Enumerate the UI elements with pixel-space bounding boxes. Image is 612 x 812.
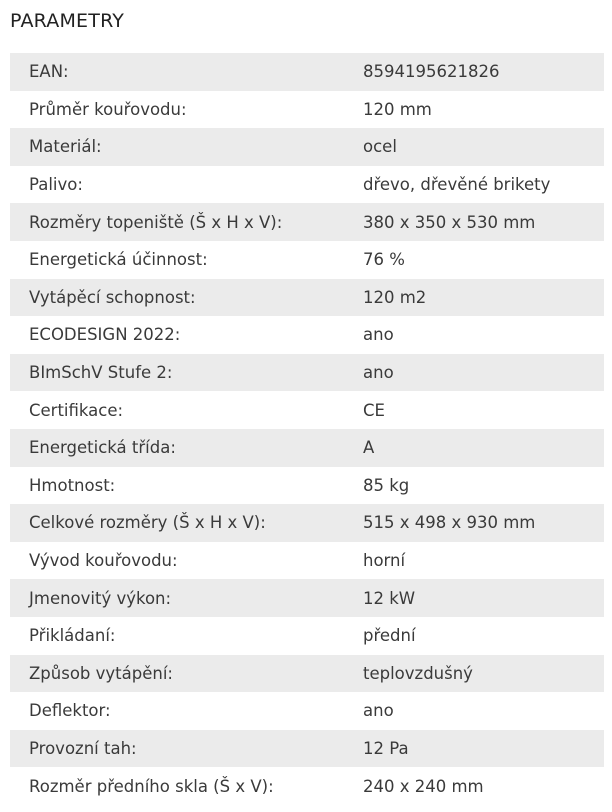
- section-title: PARAMETRY: [10, 10, 125, 32]
- table-row: [10, 91, 604, 129]
- parameter-value: přední: [363, 626, 416, 646]
- table-row: [10, 203, 604, 241]
- parameter-label: Přikládaní:: [29, 626, 116, 646]
- table-row: [10, 354, 604, 392]
- parameter-value: 240 x 240 mm: [363, 776, 484, 796]
- parameter-value: 8594195621826: [363, 62, 500, 82]
- table-row: [10, 617, 604, 655]
- parameter-label: Materiál:: [29, 137, 102, 157]
- table-row: [10, 692, 604, 730]
- table-row: [10, 241, 604, 279]
- parameter-value: horní: [363, 551, 406, 571]
- parameter-value: teplovzdušný: [363, 663, 473, 683]
- parameter-value: 85 kg: [363, 475, 410, 495]
- table-row: [10, 429, 604, 467]
- parameter-value: ocel: [363, 137, 397, 157]
- parameter-label: Deflektor:: [29, 701, 111, 721]
- parameter-label: Vývod kouřovodu:: [29, 551, 178, 571]
- table-row: [10, 316, 604, 354]
- table-row: [10, 279, 604, 317]
- parameter-value: A: [363, 438, 375, 458]
- parameter-label: Energetická účinnost:: [29, 250, 208, 270]
- table-row: [10, 579, 604, 617]
- parameter-label: Palivo:: [29, 175, 83, 195]
- parameter-label: Jmenovitý výkon:: [29, 588, 172, 608]
- parameters-table-body: [10, 53, 604, 805]
- parameter-label: Průměr kouřovodu:: [29, 99, 187, 119]
- parameter-value: CE: [363, 400, 385, 420]
- parameter-label: Certifikace:: [29, 400, 124, 420]
- parameter-value: 12 Pa: [363, 738, 409, 758]
- parameter-value: 380 x 350 x 530 mm: [363, 212, 536, 232]
- parameter-value: ano: [363, 325, 394, 345]
- parameters-table: [10, 53, 604, 805]
- table-row: [10, 542, 604, 580]
- parameter-value: 12 kW: [363, 588, 416, 608]
- parameter-value: 120 m2: [363, 287, 427, 307]
- parameter-label: BImSchV Stufe 2:: [29, 363, 173, 383]
- table-row: [10, 655, 604, 693]
- table-row: [10, 128, 604, 166]
- parameter-label: EAN:: [29, 62, 69, 82]
- table-row: [10, 730, 604, 768]
- parameter-label: Rozměry topeniště (Š x H x V):: [29, 212, 283, 232]
- table-row: [10, 504, 604, 542]
- table-row: [10, 467, 604, 505]
- table-row: [10, 767, 604, 805]
- parameter-label: Rozměr předního skla (Š x V):: [29, 776, 274, 796]
- parameter-label: Vytápěcí schopnost:: [29, 287, 196, 307]
- parameter-value: ano: [363, 363, 394, 383]
- table-row: [10, 166, 604, 204]
- parameter-value: 76 %: [363, 250, 405, 270]
- parameter-value: 515 x 498 x 930 mm: [363, 513, 536, 533]
- table-row: [10, 391, 604, 429]
- parameter-value: 120 mm: [363, 99, 432, 119]
- parameter-label: Energetická třída:: [29, 438, 176, 458]
- parameter-value: ano: [363, 701, 394, 721]
- parameter-label: Způsob vytápění:: [29, 663, 173, 683]
- parameter-label: Celkové rozměry (Š x H x V):: [29, 513, 266, 533]
- parameter-label: Hmotnost:: [29, 475, 116, 495]
- parameter-label: Provozní tah:: [29, 738, 137, 758]
- table-row: [10, 53, 604, 91]
- parameter-label: ECODESIGN 2022:: [29, 325, 181, 345]
- parameter-value: dřevo, dřevěné brikety: [363, 175, 551, 195]
